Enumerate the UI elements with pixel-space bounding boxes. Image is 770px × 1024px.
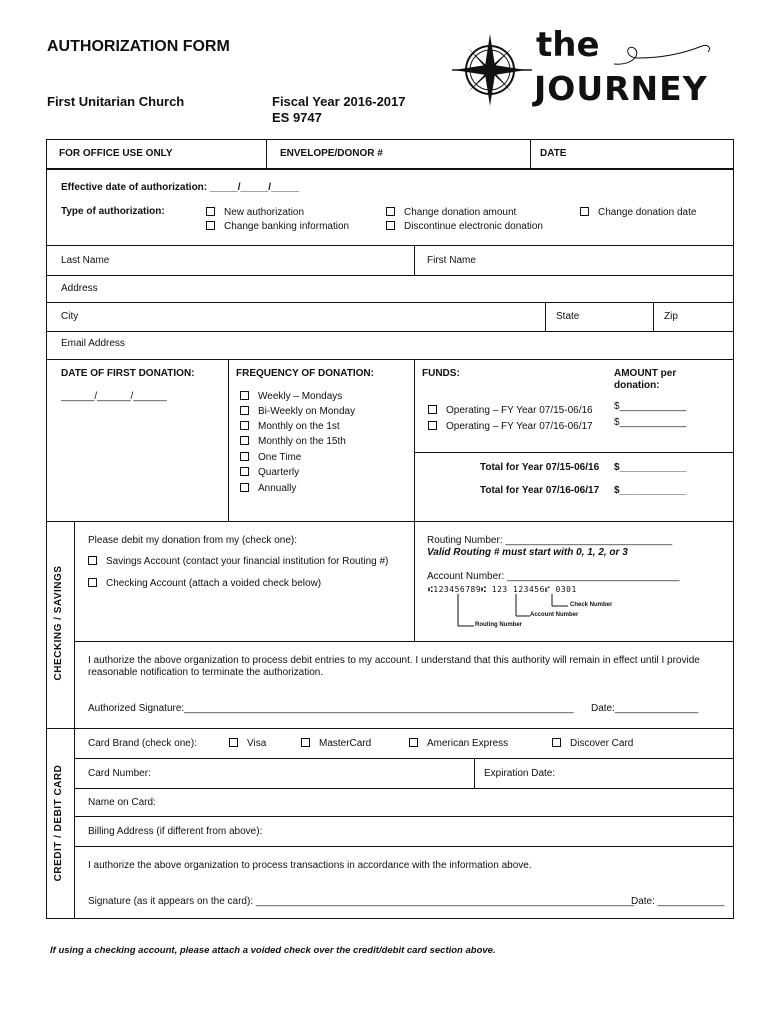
office-date-label: DATE: [540, 148, 567, 159]
change-banking-option[interactable]: Change banking information: [206, 221, 349, 233]
state-field[interactable]: State: [556, 311, 580, 322]
name-on-card-field[interactable]: Name on Card:: [88, 797, 156, 808]
checkbox[interactable]: [428, 421, 437, 430]
org-name: First Unitarian Church: [47, 94, 185, 109]
logo-journey: JOURNEY: [534, 69, 708, 108]
frequency-monthly-15th[interactable]: Monthly on the 15th: [240, 436, 346, 448]
compass-icon: [452, 26, 532, 110]
frequency-weekly[interactable]: Weekly – Mondays: [240, 391, 342, 403]
account-number-label: Account Number: [530, 612, 579, 618]
card-brand-label: Card Brand (check one):: [88, 738, 197, 749]
change-amount-option[interactable]: Change donation amount: [386, 207, 516, 219]
zip-field[interactable]: Zip: [664, 311, 678, 322]
frequency-quarterly[interactable]: Quarterly: [240, 467, 299, 479]
form-code: ES 9747: [272, 110, 322, 125]
routing-number-field[interactable]: Routing Number: ______________________________: [427, 535, 673, 546]
checkbox[interactable]: [240, 467, 249, 476]
debit-date-field[interactable]: Date:_______________: [591, 703, 699, 714]
savings-account-option[interactable]: Savings Account (contact your financial institution for Routing #): [88, 556, 388, 568]
effective-date-field[interactable]: Effective date of authorization: _____/_____/_____: [61, 182, 299, 193]
card-brand-amex[interactable]: American Express: [409, 738, 508, 750]
checkbox[interactable]: [580, 207, 589, 216]
authorized-signature-field[interactable]: Authorized Signature:______________________________________________________________________: [88, 703, 574, 714]
last-name-field[interactable]: Last Name: [61, 255, 110, 266]
office-use-label: FOR OFFICE USE ONLY: [59, 148, 173, 159]
frequency-monthly-1st[interactable]: Monthly on the 1st: [240, 421, 340, 433]
email-field[interactable]: Email Address: [61, 338, 125, 349]
discontinue-option[interactable]: Discontinue electronic donation: [386, 221, 543, 233]
first-donation-header: DATE OF FIRST DONATION:: [61, 368, 195, 379]
checkbox[interactable]: [206, 207, 215, 216]
card-brand-visa[interactable]: Visa: [229, 738, 266, 750]
card-date-field[interactable]: Date: ____________: [631, 896, 725, 907]
check-number-label: Check Number: [570, 602, 613, 608]
checkbox[interactable]: [428, 405, 437, 414]
debit-instruction: Please debit my donation from my (check one):: [88, 535, 297, 546]
check-micr-line: ⑆123456789⑆ 123 123456⑈ 0301: [428, 585, 577, 594]
card-authorization-text: I authorize the above organization to process transactions in accordance with the information above.: [88, 860, 532, 871]
fund-2015-option[interactable]: Operating – FY Year 07/15-06/16: [428, 405, 593, 417]
checking-savings-side-label: CHECKING / SAVINGS: [53, 565, 64, 681]
routing-number-note: Valid Routing # must start with 0, 1, 2, or 3: [427, 547, 628, 558]
total-2015-label: Total for Year 07/15-06/16: [480, 462, 600, 473]
checkbox[interactable]: [386, 221, 395, 230]
checkbox[interactable]: [240, 436, 249, 445]
card-number-field[interactable]: Card Number:: [88, 768, 151, 779]
city-field[interactable]: City: [61, 311, 79, 322]
account-number-field[interactable]: Account Number: _______________________________: [427, 571, 680, 582]
type-of-authorization-label: Type of authorization:: [61, 206, 165, 217]
checkbox[interactable]: [206, 221, 215, 230]
checkbox[interactable]: [240, 483, 249, 492]
checkbox[interactable]: [229, 738, 238, 747]
checkbox[interactable]: [552, 738, 561, 747]
form-title: AUTHORIZATION FORM: [47, 38, 230, 55]
envelope-label: ENVELOPE/DONOR #: [280, 148, 383, 159]
total-2016-label: Total for Year 07/16-06/17: [480, 485, 600, 496]
frequency-one-time[interactable]: One Time: [240, 452, 301, 464]
first-donation-date-field[interactable]: ______/______/______: [61, 391, 167, 402]
checkbox[interactable]: [240, 406, 249, 415]
frequency-header: FREQUENCY OF DONATION:: [236, 368, 374, 379]
first-name-field[interactable]: First Name: [427, 255, 476, 266]
expiration-date-field[interactable]: Expiration Date:: [484, 768, 556, 779]
logo-swirl-icon: [612, 34, 722, 74]
checkbox[interactable]: [88, 556, 97, 565]
checkbox[interactable]: [240, 391, 249, 400]
checkbox[interactable]: [301, 738, 310, 747]
journey-logo: [452, 26, 722, 116]
checkbox[interactable]: [240, 421, 249, 430]
checking-account-option[interactable]: Checking Account (attach a voided check below): [88, 578, 321, 590]
fund-2016-amount[interactable]: $____________: [614, 417, 687, 428]
change-date-option[interactable]: Change donation date: [580, 207, 696, 219]
fund-2015-amount[interactable]: $____________: [614, 401, 687, 412]
debit-authorization-text: I authorize the above organization to process debit entries to my account. I understand that this authority will remain in effect until I provide reasonable notification to terminate the authorization.: [88, 655, 700, 678]
total-2016-amount[interactable]: $____________: [614, 485, 687, 496]
checkbox[interactable]: [386, 207, 395, 216]
routing-number-label: Routing Number: [475, 622, 522, 628]
card-brand-discover[interactable]: Discover Card: [552, 738, 633, 750]
billing-address-field[interactable]: Billing Address (if different from above):: [88, 826, 263, 837]
card-signature-field[interactable]: Signature (as it appears on the card): ____________________________________________________________________: [88, 896, 635, 907]
checkbox[interactable]: [240, 452, 249, 461]
new-authorization-option[interactable]: New authorization: [206, 207, 304, 219]
address-field[interactable]: Address: [61, 283, 98, 294]
card-brand-mastercard[interactable]: MasterCard: [301, 738, 371, 750]
checkbox[interactable]: [409, 738, 418, 747]
frequency-biweekly[interactable]: Bi-Weekly on Monday: [240, 406, 355, 418]
credit-debit-side-label: CREDIT / DEBIT CARD: [53, 764, 64, 882]
logo-the: the: [536, 25, 600, 65]
total-2015-amount[interactable]: $____________: [614, 462, 687, 473]
footer-note: If using a checking account, please attach a voided check over the credit/debit card section above.: [50, 945, 496, 956]
fiscal-year: Fiscal Year 2016-2017: [272, 94, 406, 109]
fund-2016-option[interactable]: Operating – FY Year 07/16-06/17: [428, 421, 593, 433]
funds-header: FUNDS:: [422, 368, 460, 379]
checkbox[interactable]: [88, 578, 97, 587]
frequency-annually[interactable]: Annually: [240, 483, 296, 495]
amount-header: AMOUNT per donation:: [614, 368, 677, 391]
